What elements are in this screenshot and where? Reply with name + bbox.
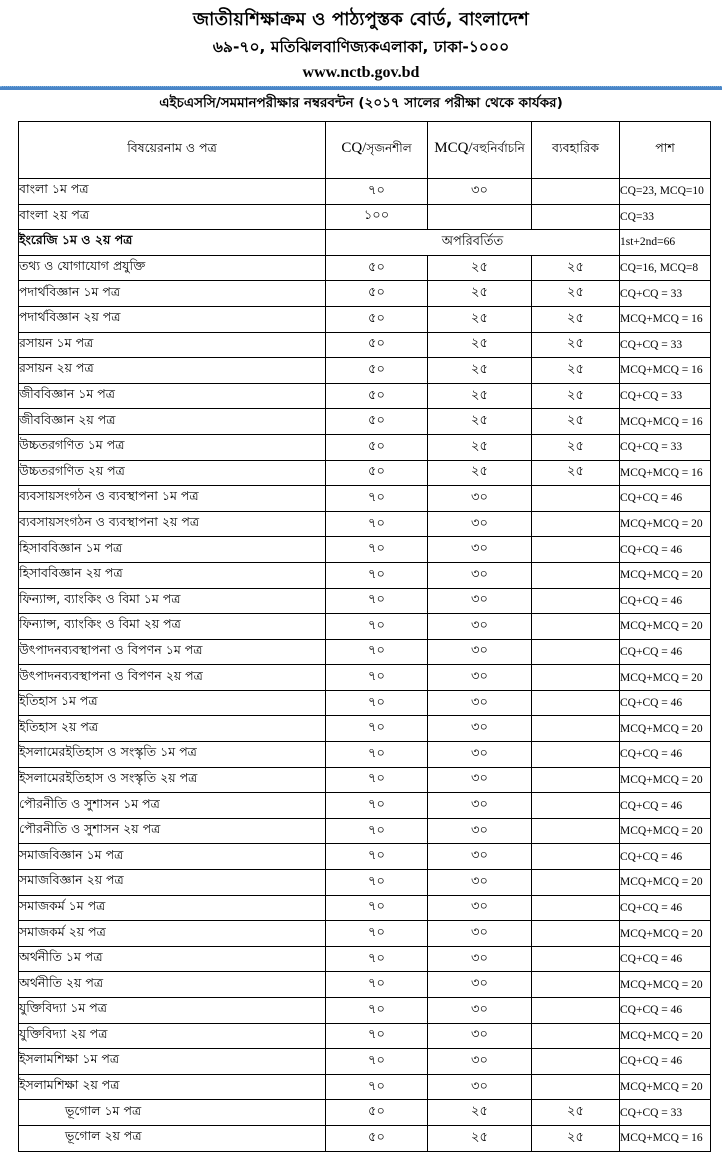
cell-cq: ৭০ [326,844,428,870]
cell-pass: CQ+CQ = 46 [620,946,711,972]
cell-cq: ৫০ [326,434,428,460]
mark-distribution-table [18,121,711,1152]
cell-pass: CQ=16, MCQ=8 [620,255,711,281]
cell-mcq: ৩০ [428,588,532,614]
cell-cq: ৫০ [326,306,428,332]
cell-pass: CQ+CQ = 46 [620,895,711,921]
cell-cq: ৫০ [326,358,428,384]
cell-pass: MCQ+MCQ = 20 [620,972,711,998]
cell-subject: বাংলা ২য় পত্র [19,204,326,230]
table-row [19,844,711,870]
cell-mcq: ৩০ [428,537,532,563]
cell-subject: জীববিজ্ঞান ১ম পত্র [19,383,326,409]
cell-subject: তথ্য ও যোগাযোগ প্রযুক্তি [19,255,326,281]
cell-pass: MCQ+MCQ = 20 [620,562,711,588]
cell-subject: জীববিজ্ঞান ২য় পত্র [19,409,326,435]
table-row [19,383,711,409]
cell-practical [532,818,620,844]
cell-pass: MCQ+MCQ = 16 [620,358,711,384]
cell-cq: ৭০ [326,588,428,614]
cell-practical [532,1023,620,1049]
table-row [19,665,711,691]
cell-cq: ৭০ [326,562,428,588]
cell-pass: CQ=23, MCQ=10 [620,179,711,205]
cell-cq: ৭০ [326,818,428,844]
table-header-row [19,122,711,179]
cell-practical [532,537,620,563]
cell-pass: CQ+CQ = 46 [620,742,711,768]
cell-mcq: ৩০ [428,690,532,716]
cell-subject: যুক্তিবিদ্যা ২য় পত্র [19,1023,326,1049]
table-row [19,1023,711,1049]
table-row [19,921,711,947]
cell-subject: পদার্থবিজ্ঞান ২য় পত্র [19,306,326,332]
column-header-practical: ব্যবহারিক [532,122,620,179]
cell-subject: হিসাববিজ্ঞান ২য় পত্র [19,562,326,588]
table-row [19,588,711,614]
table-row [19,230,711,256]
cell-mcq: ৩০ [428,946,532,972]
cell-subject: ইসলামেরইতিহাস ও সংস্কৃতি ২য় পত্র [19,767,326,793]
cell-cq: ৫০ [326,1100,428,1126]
cell-mcq: ২৫ [428,1100,532,1126]
cell-cq: ৫০ [326,1125,428,1151]
cell-pass: CQ+CQ = 33 [620,281,711,307]
table-row [19,895,711,921]
cell-pass: CQ+CQ = 46 [620,639,711,665]
table-row [19,306,711,332]
cell-subject: পৌরনীতি ও সুশাসন ১ম পত্র [19,793,326,819]
cell-mcq: ৩০ [428,844,532,870]
cell-subject: রসায়ন ১ম পত্র [19,332,326,358]
column-header-cq-latin: CQ/ [341,140,367,156]
cell-mcq: ৩০ [428,562,532,588]
cell-mcq: ৩০ [428,1023,532,1049]
table-row [19,255,711,281]
cell-practical [532,793,620,819]
table-body [19,179,711,1152]
cell-cq: ৭০ [326,1049,428,1075]
cell-practical [532,179,620,205]
cell-subject: উৎপাদনব্যবস্থাপনা ও বিপণন ২য় পত্র [19,665,326,691]
cell-cq: ৫০ [326,409,428,435]
cell-practical [532,844,620,870]
cell-cq: ৫০ [326,281,428,307]
cell-cq: ৭০ [326,972,428,998]
cell-practical: ২৫ [532,358,620,384]
table-row [19,1100,711,1126]
table-row [19,1074,711,1100]
cell-mcq: ৩০ [428,1074,532,1100]
cell-mcq: ২৫ [428,1125,532,1151]
table-row [19,409,711,435]
cell-mcq: ২৫ [428,358,532,384]
cell-subject: রসায়ন ২য় পত্র [19,358,326,384]
cell-mcq: ৩০ [428,818,532,844]
cell-merged-note: অপরিবর্তিত [326,230,620,256]
table-row [19,358,711,384]
cell-mcq: ২৫ [428,434,532,460]
cell-mcq: ৩০ [428,972,532,998]
cell-pass: CQ+CQ = 46 [620,844,711,870]
cell-practical [532,946,620,972]
column-header-mcq-bengali: বহুনির্বাচনি [472,141,525,155]
cell-subject: সমাজকর্ম ১ম পত্র [19,895,326,921]
table-row [19,793,711,819]
cell-practical [532,1049,620,1075]
cell-mcq: ৩০ [428,895,532,921]
cell-practical [532,204,620,230]
cell-subject: ইতিহাস ২য় পত্র [19,716,326,742]
cell-subject: ব্যবসায়সংগঠন ও ব্যবস্থাপনা ২য় পত্র [19,511,326,537]
column-header-subject: বিষয়েরনাম ও পত্র [19,122,326,179]
cell-cq: ৫০ [326,332,428,358]
cell-practical [532,870,620,896]
cell-cq: ৭০ [326,742,428,768]
cell-pass: MCQ+MCQ = 20 [620,511,711,537]
cell-practical [532,690,620,716]
cell-mcq: ২৫ [428,255,532,281]
cell-cq: ৭০ [326,1023,428,1049]
cell-subject: ফিন্যান্স, ব্যাংকিং ও বিমা ১ম পত্র [19,588,326,614]
table-row [19,1049,711,1075]
organization-address: ৬৯-৭০, মতিঝিলবাণিজ্যকএলাকা, ঢাকা-১০০০ [212,38,510,56]
table-row [19,537,711,563]
cell-subject: উৎপাদনব্যবস্থাপনা ও বিপণন ১ম পত্র [19,639,326,665]
cell-cq: ৭০ [326,511,428,537]
table-row [19,614,711,640]
table-row [19,486,711,512]
cell-subject: যুক্তিবিদ্যা ১ম পত্র [19,998,326,1024]
cell-cq: ১০০ [326,204,428,230]
cell-cq: ৭০ [326,870,428,896]
cell-pass: CQ+CQ = 33 [620,434,711,460]
cell-pass: CQ+CQ = 46 [620,537,711,563]
cell-subject: ইসলামেরইতিহাস ও সংস্কৃতি ১ম পত্র [19,742,326,768]
cell-pass: MCQ+MCQ = 20 [620,1074,711,1100]
cell-mcq: ৩০ [428,998,532,1024]
table-row [19,639,711,665]
cell-pass: MCQ+MCQ = 20 [620,818,711,844]
table-row [19,972,711,998]
cell-pass: MCQ+MCQ = 16 [620,306,711,332]
table-row [19,434,711,460]
cell-mcq: ৩০ [428,793,532,819]
cell-cq: ৭০ [326,716,428,742]
cell-subject: ইংরেজি ১ম ও ২য় পত্র [19,230,326,256]
cell-practical [532,639,620,665]
cell-subject: পদার্থবিজ্ঞান ১ম পত্র [19,281,326,307]
cell-pass: MCQ+MCQ = 20 [620,870,711,896]
cell-practical: ২৫ [532,281,620,307]
column-header-mcq [428,122,532,179]
organization-title: জাতীয়শিক্ষাক্রম ও পাঠ্যপুস্তক বোর্ড, বাংলাদেশ [193,9,529,30]
cell-practical: ২৫ [532,383,620,409]
cell-practical [532,998,620,1024]
cell-cq: ৭০ [326,1074,428,1100]
table-row [19,281,711,307]
cell-cq: ৫০ [326,255,428,281]
cell-pass: CQ+CQ = 46 [620,588,711,614]
cell-pass: CQ+CQ = 46 [620,793,711,819]
cell-practical: ২৫ [532,255,620,281]
cell-pass: MCQ+MCQ = 16 [620,1125,711,1151]
table-row [19,716,711,742]
document-masthead [0,0,722,84]
cell-cq: ৭০ [326,946,428,972]
cell-subject: ভূগোল ২য় পত্র [19,1125,326,1151]
cell-subject: ভূগোল ১ম পত্র [19,1100,326,1126]
cell-cq: ৭০ [326,179,428,205]
table-row [19,690,711,716]
table-header [19,122,711,179]
mark-distribution-table-container [18,121,710,1152]
cell-pass: CQ+CQ = 46 [620,998,711,1024]
cell-mcq: ৩০ [428,639,532,665]
cell-pass: CQ+CQ = 33 [620,383,711,409]
cell-mcq [428,204,532,230]
cell-pass: CQ=33 [620,204,711,230]
cell-practical: ২৫ [532,332,620,358]
cell-cq: ৫০ [326,383,428,409]
cell-pass: MCQ+MCQ = 16 [620,460,711,486]
cell-pass: MCQ+MCQ = 20 [620,716,711,742]
cell-cq: ৫০ [326,460,428,486]
table-row [19,870,711,896]
cell-subject: ইতিহাস ১ম পত্র [19,690,326,716]
table-row [19,1125,711,1151]
cell-practical [532,665,620,691]
cell-pass: CQ+CQ = 46 [620,690,711,716]
cell-pass: MCQ+MCQ = 20 [620,1023,711,1049]
cell-mcq: ৩০ [428,665,532,691]
cell-pass: MCQ+MCQ = 20 [620,921,711,947]
cell-subject: পৌরনীতি ও সুশাসন ২য় পত্র [19,818,326,844]
cell-mcq: ২৫ [428,383,532,409]
document-subtitle: এইচএসসি/সমমানপরীক্ষার নম্বরবন্টন (২০১৭ সালের পরীক্ষা থেকে কার্যকর) [159,95,563,111]
cell-practical: ২৫ [532,409,620,435]
cell-pass: 1st+2nd=66 [620,230,711,256]
cell-cq: ৭০ [326,767,428,793]
cell-mcq: ৩০ [428,614,532,640]
cell-mcq: ৩০ [428,486,532,512]
cell-mcq: ৩০ [428,716,532,742]
cell-subject: ইসলামশিক্ষা ২য় পত্র [19,1074,326,1100]
cell-mcq: ৩০ [428,767,532,793]
column-header-cq [326,122,428,179]
table-row [19,460,711,486]
cell-subject: উচ্চতরগণিত ২য় পত্র [19,460,326,486]
cell-mcq: ২৫ [428,460,532,486]
cell-pass: MCQ+MCQ = 20 [620,767,711,793]
cell-cq: ৭০ [326,486,428,512]
cell-cq: ৭০ [326,921,428,947]
cell-mcq: ২৫ [428,409,532,435]
cell-practical [532,767,620,793]
cell-practical: ২৫ [532,460,620,486]
cell-pass: CQ+CQ = 33 [620,1100,711,1126]
cell-practical [532,716,620,742]
cell-subject: ব্যবসায়সংগঠন ও ব্যবস্থাপনা ১ম পত্র [19,486,326,512]
cell-mcq: ৩০ [428,921,532,947]
column-header-pass: পাশ [620,122,711,179]
table-row [19,332,711,358]
cell-pass: CQ+CQ = 46 [620,1049,711,1075]
cell-pass: CQ+CQ = 33 [620,332,711,358]
table-row [19,204,711,230]
column-header-mcq-latin: MCQ/ [434,140,473,156]
cell-practical: ২৫ [532,1100,620,1126]
cell-practical: ২৫ [532,434,620,460]
cell-pass: MCQ+MCQ = 16 [620,409,711,435]
cell-cq: ৭০ [326,690,428,716]
table-row [19,179,711,205]
cell-cq: ৭০ [326,614,428,640]
table-row [19,998,711,1024]
cell-subject: সমাজবিজ্ঞান ১ম পত্র [19,844,326,870]
cell-pass: CQ+CQ = 46 [620,486,711,512]
cell-mcq: ২৫ [428,281,532,307]
cell-pass: MCQ+MCQ = 20 [620,614,711,640]
cell-mcq: ২৫ [428,332,532,358]
cell-cq: ৭০ [326,665,428,691]
cell-practical [532,895,620,921]
cell-mcq: ৩০ [428,511,532,537]
cell-cq: ৭০ [326,793,428,819]
cell-practical [532,486,620,512]
cell-subject: সমাজকর্ম ২য় পত্র [19,921,326,947]
cell-subject: সমাজবিজ্ঞান ২য় পত্র [19,870,326,896]
cell-practical [532,614,620,640]
cell-practical [532,562,620,588]
cell-subject: অর্থনীতি ২য় পত্র [19,972,326,998]
organization-website: www.nctb.gov.bd [302,64,420,81]
table-row [19,818,711,844]
cell-practical [532,511,620,537]
table-row [19,767,711,793]
cell-mcq: ২৫ [428,306,532,332]
cell-practical: ২৫ [532,1125,620,1151]
cell-pass: MCQ+MCQ = 20 [620,665,711,691]
cell-cq: ৭০ [326,537,428,563]
table-row [19,946,711,972]
cell-cq: ৭০ [326,998,428,1024]
cell-cq: ৭০ [326,895,428,921]
table-row [19,742,711,768]
table-row [19,562,711,588]
cell-subject: ইসলামশিক্ষা ১ম পত্র [19,1049,326,1075]
cell-practical [532,1074,620,1100]
cell-practical: ২৫ [532,306,620,332]
cell-mcq: ৩০ [428,742,532,768]
cell-practical [532,921,620,947]
cell-subject: বাংলা ১ম পত্র [19,179,326,205]
cell-practical [532,588,620,614]
table-row [19,511,711,537]
cell-practical [532,972,620,998]
cell-cq: ৭০ [326,639,428,665]
cell-subject: হিসাববিজ্ঞান ১ম পত্র [19,537,326,563]
column-header-cq-bengali: সৃজনশীল [366,141,412,155]
cell-subject: অর্থনীতি ১ম পত্র [19,946,326,972]
cell-mcq: ৩০ [428,870,532,896]
cell-mcq: ৩০ [428,179,532,205]
cell-subject: উচ্চতরগণিত ১ম পত্র [19,434,326,460]
cell-subject: ফিন্যান্স, ব্যাংকিং ও বিমা ২য় পত্র [19,614,326,640]
cell-practical [532,742,620,768]
cell-mcq: ৩০ [428,1049,532,1075]
